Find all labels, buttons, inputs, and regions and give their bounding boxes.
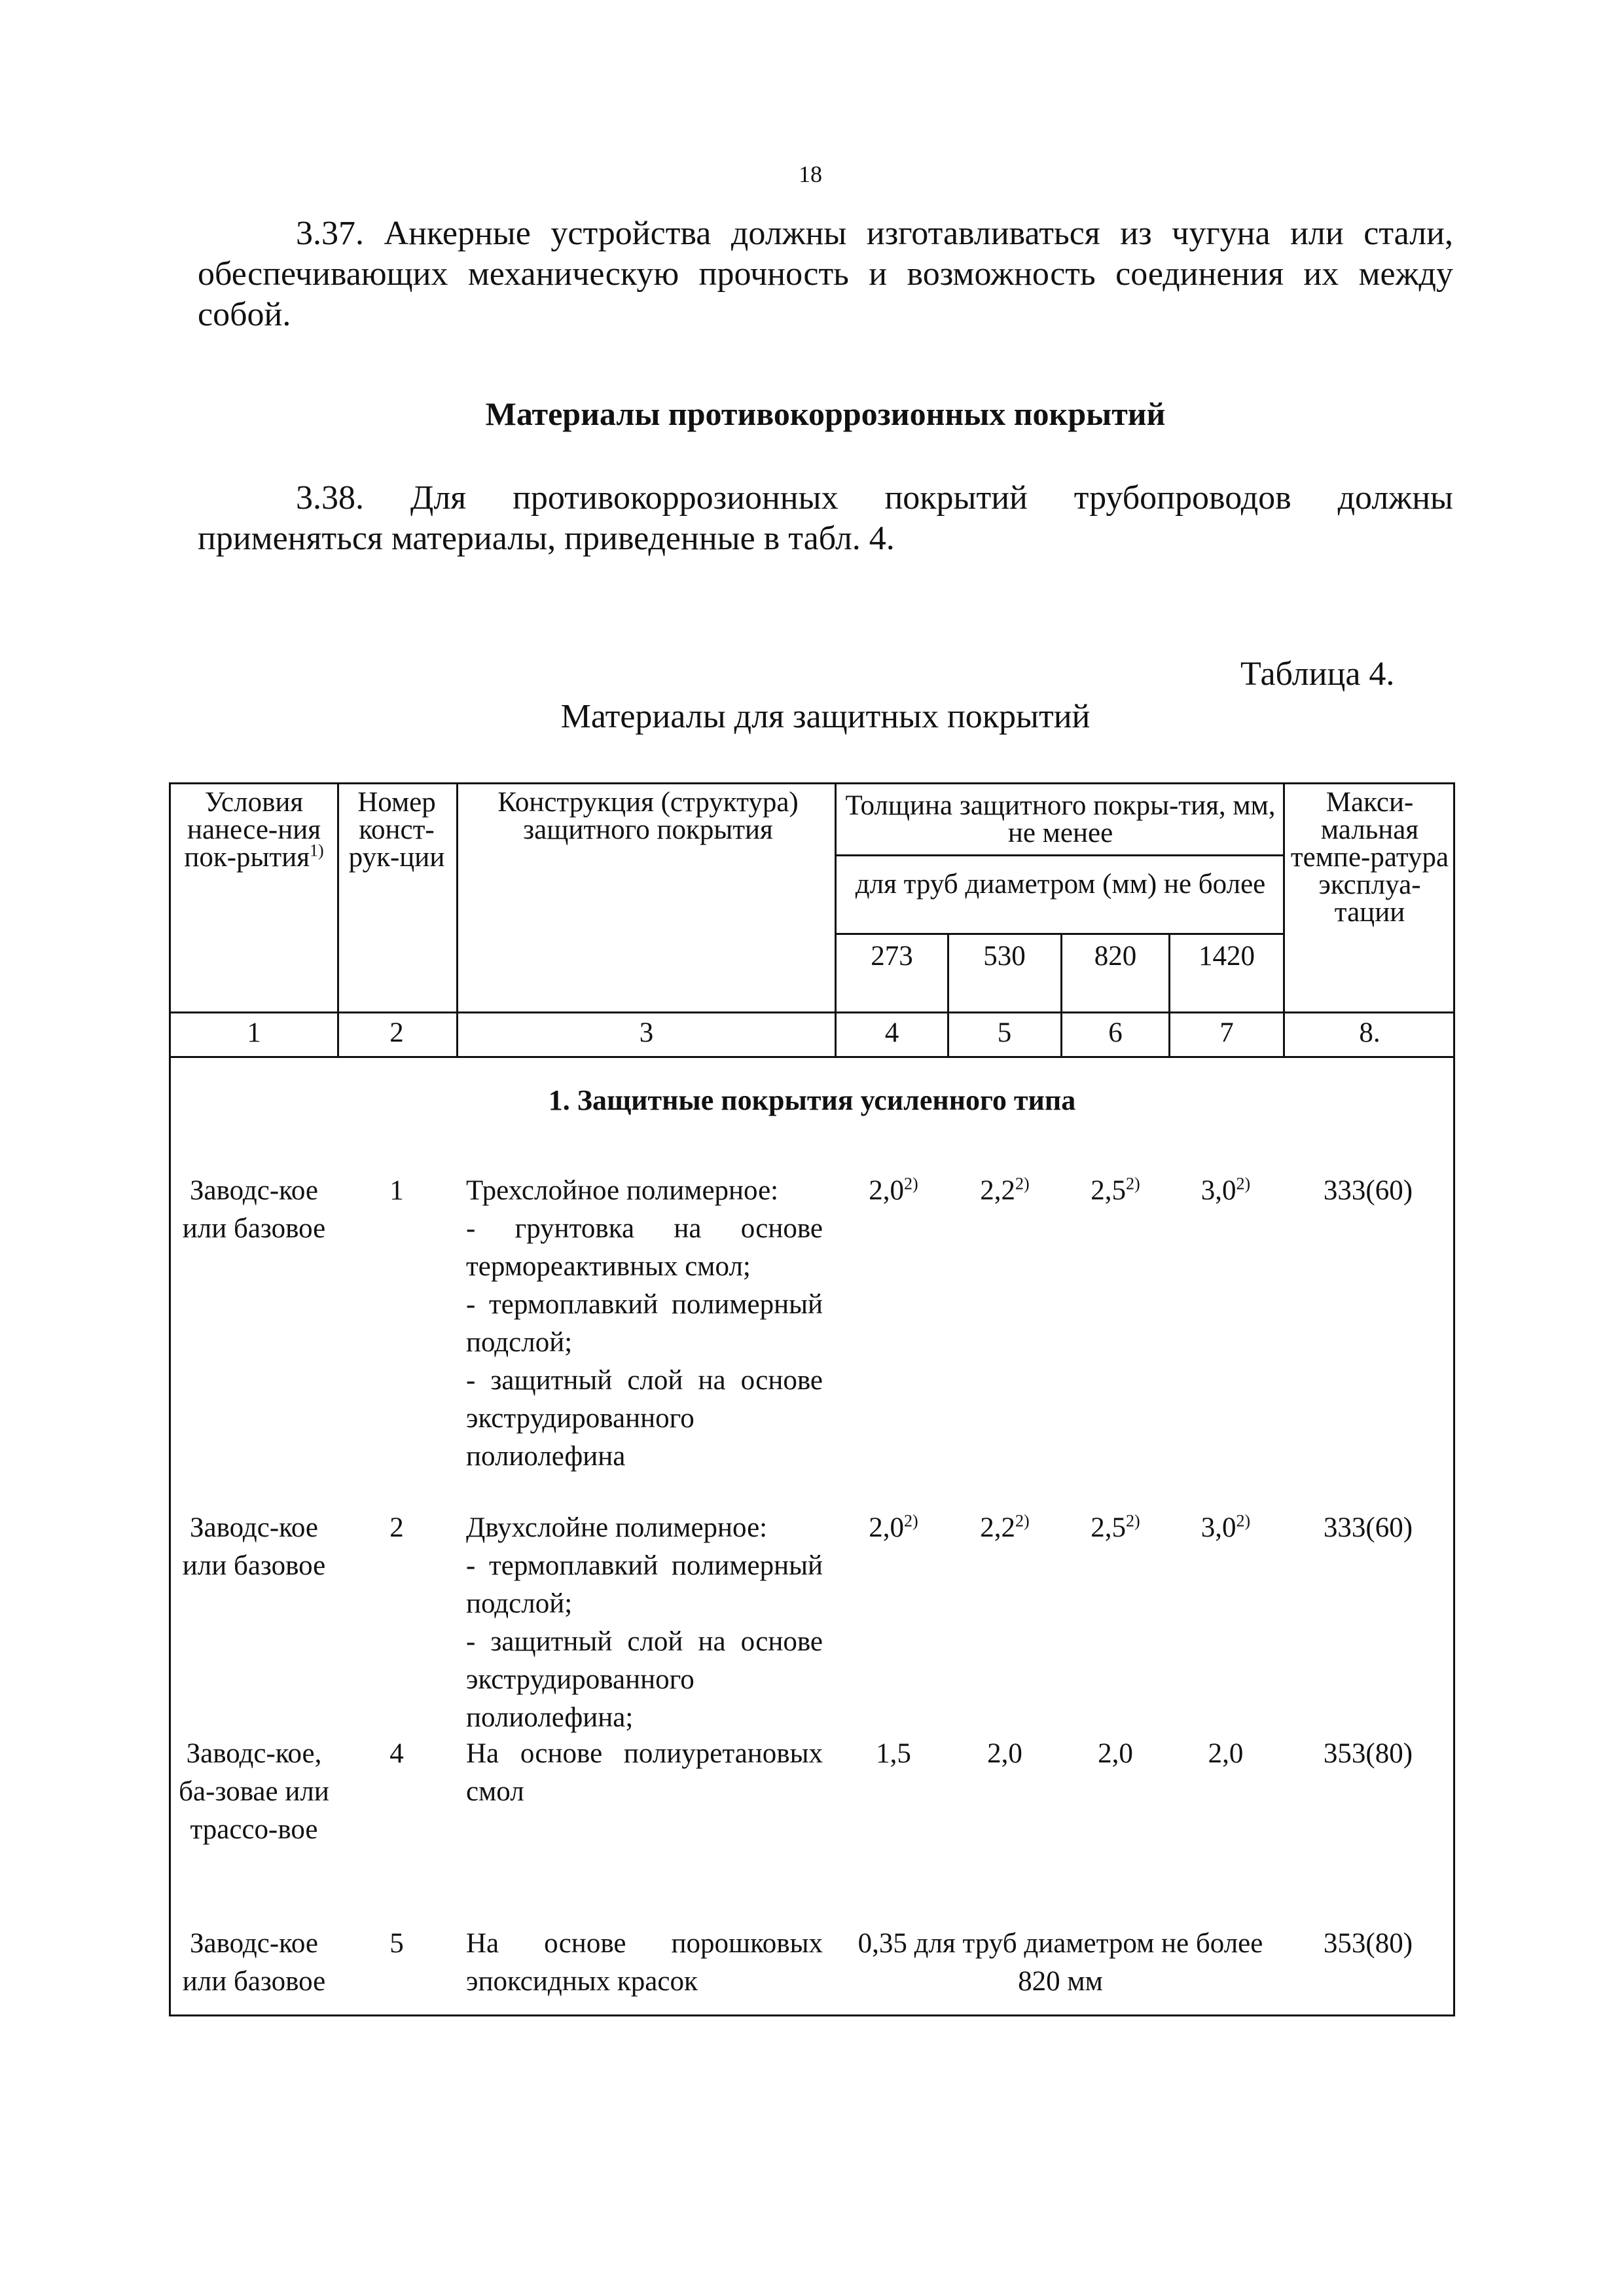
header-diameter-530: 530 — [983, 941, 1026, 972]
header-diameter-1420: 1420 — [1199, 941, 1255, 972]
row-thickness-273: 1,5 — [876, 1738, 911, 1769]
header-diameter: для труб диаметром (мм) не более — [855, 869, 1266, 900]
row-thickness-1420: 3,0$^{2)}$ — [1200, 1511, 1251, 1543]
table-rule — [337, 782, 339, 1057]
row-conditions: Заводс-кое или базовое — [182, 1175, 326, 1244]
table-rule — [456, 782, 458, 1057]
table-rule — [1060, 933, 1062, 1057]
column-number: 5 — [997, 1017, 1012, 1048]
column-number: 1 — [247, 1017, 261, 1048]
row-thickness-273: 2,0$^{2)}$ — [869, 1511, 918, 1543]
row-thickness-273: 2,0$^{2)}$ — [869, 1174, 918, 1206]
row-conditions: Заводс-кое, ба-зовае или трассо-вое — [179, 1738, 329, 1845]
column-number: 6 — [1108, 1017, 1123, 1048]
row-thickness-820: 2,5$^{2)}$ — [1091, 1511, 1140, 1543]
row-thickness-530: 2,2$^{2)}$ — [980, 1511, 1030, 1543]
table-rule — [169, 1056, 1455, 1058]
row-max-temp: 353(80) — [1323, 1928, 1413, 1959]
header-conditions: Условия нанесе-ния пок-рытия$^{1)}$ — [184, 787, 324, 873]
column-number: 2 — [389, 1017, 404, 1048]
column-number: 7 — [1219, 1017, 1234, 1048]
row-construction: На основе полиуретановых смол — [466, 1738, 823, 1807]
row-construction: Трехслойное полимерное: - грунтовка на основе термореактивных смол; - термоплавкий полимерный подслой; - защитный слой на основе экструдированного полиолефина — [466, 1175, 823, 1472]
table-rule — [169, 1011, 1455, 1013]
table-rule — [835, 854, 1283, 856]
table-rule — [835, 782, 837, 1057]
table-rule — [835, 933, 1283, 935]
row-number: 1 — [389, 1175, 404, 1206]
paragraph-3-37: 3.37. Анкерные устройства должны изготавливаться из чугуна или стали, обеспечивающих механическую прочность и возможность соединения их между собой. — [198, 215, 1453, 333]
row-max-temp: 353(80) — [1323, 1738, 1413, 1769]
paragraph-3-38: 3.38. Для противокоррозионных покрытий трубопроводов должны применяться материалы, приведенные в табл. 4. — [198, 479, 1453, 557]
row-number: 5 — [389, 1928, 404, 1959]
row-thickness-1420: 2,0 — [1208, 1738, 1244, 1769]
table-title: Материалы для защитных покрытий — [560, 698, 1091, 735]
header-max-temp: Макси-мальная темпе-ратура эксплуа-тации — [1290, 787, 1449, 928]
row-construction: Двухслойне полимерное: - термоплавкий полимерный подслой; - защитный слой на основе экструдированного полиолефина; — [466, 1512, 823, 1733]
row-max-temp: 333(60) — [1323, 1512, 1413, 1543]
row-thickness-530: 2,0 — [987, 1738, 1022, 1769]
row-thickness-1420: 3,0$^{2)}$ — [1200, 1174, 1251, 1206]
row-thickness-820: 2,5$^{2)}$ — [1091, 1174, 1140, 1206]
column-number: 3 — [639, 1017, 654, 1048]
table-rule — [1168, 933, 1170, 1057]
row-conditions: Заводс-кое или базовое — [182, 1512, 326, 1581]
row-max-temp: 333(60) — [1323, 1175, 1413, 1206]
header-diameter-273: 273 — [871, 941, 913, 972]
row-thickness-530: 2,2$^{2)}$ — [980, 1174, 1030, 1206]
table-section-title: 1. Защитные покрытия усиленного типа — [548, 1084, 1076, 1116]
row-thickness-span: 0,35 для труб диаметром не более 820 мм — [857, 1928, 1263, 1997]
table-rule — [1283, 782, 1285, 1057]
row-conditions: Заводс-кое или базовое — [182, 1928, 326, 1997]
page-number: 18 — [799, 161, 822, 187]
row-construction: На основе порошковых эпоксидных красок — [466, 1928, 823, 1997]
row-number: 2 — [389, 1512, 404, 1543]
column-number: 4 — [884, 1017, 899, 1048]
header-thickness: Толщина защитного покры-тия, мм, не менее — [845, 790, 1276, 848]
header-diameter-820: 820 — [1094, 941, 1137, 972]
row-thickness-820: 2,0 — [1098, 1738, 1133, 1769]
header-construction: Конструкция (структура) защитного покрытия — [497, 787, 799, 845]
section-heading: Материалы противокоррозионных покрытий — [485, 395, 1166, 432]
column-number: 8. — [1359, 1017, 1380, 1048]
table-rule — [947, 933, 949, 1057]
row-number: 4 — [389, 1738, 404, 1769]
header-construction-number: Номер конст-рук-ции — [348, 787, 445, 873]
table-label: Таблица 4. — [1240, 655, 1395, 693]
